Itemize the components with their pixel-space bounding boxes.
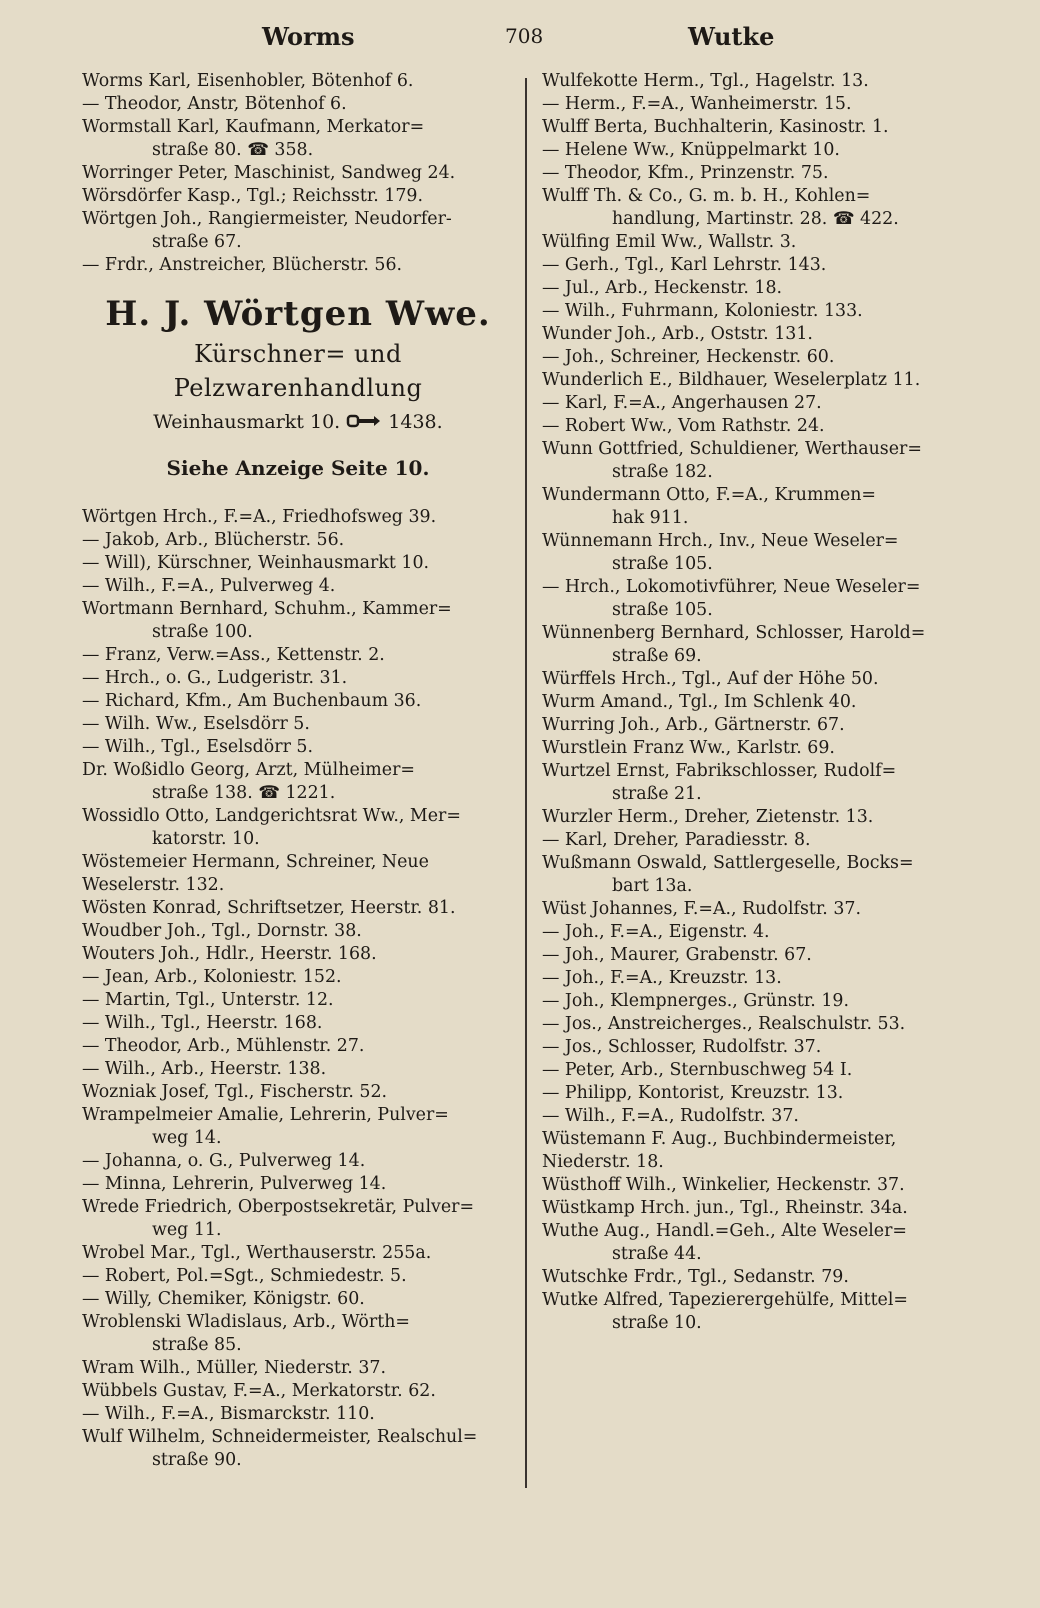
ad-address-line	[82, 405, 514, 440]
directory-line: weg 11.	[152, 1220, 222, 1240]
directory-line: — Jul., Arb., Heckenstr. 18.	[542, 278, 783, 298]
right-entries	[542, 70, 970, 1335]
left-bottom-entries	[82, 506, 514, 1472]
directory-line: Wülfing Emil Ww., Wallstr. 3.	[542, 232, 797, 252]
directory-line: straße 10.	[612, 1313, 702, 1333]
directory-line: — Wilh., F.=A., Rudolfstr. 37.	[542, 1106, 799, 1126]
directory-line: — Jean, Arb., Koloniestr. 152.	[82, 967, 342, 987]
directory-line: Wösten Konrad, Schriftsetzer, Heerstr. 81.	[82, 898, 456, 918]
telephone-icon	[346, 406, 382, 440]
directory-line: Wußmann Oswald, Sattlergeselle, Bocks=	[542, 853, 914, 873]
ad-note: Siehe Anzeige Seite 10.	[166, 456, 430, 480]
directory-line: straße 182.	[612, 462, 713, 482]
directory-line: straße 105.	[612, 600, 713, 620]
directory-line: — Wilh., Arb., Heerstr. 138.	[82, 1059, 327, 1079]
directory-line: Würffels Hrch., Tgl., Auf der Höhe 50.	[542, 669, 879, 689]
directory-line: — Johanna, o. G., Pulverweg 14.	[82, 1151, 366, 1171]
directory-line: — Will), Kürschner, Weinhausmarkt 10.	[82, 553, 430, 573]
directory-line: Wroblenski Wladislaus, Arb., Wörth=	[82, 1312, 410, 1332]
directory-line: Wurtzel Ernst, Fabrikschlosser, Rudolf=	[542, 761, 897, 781]
directory-line: — Wilh., Tgl., Heerstr. 168.	[82, 1013, 323, 1033]
directory-line: — Theodor, Kfm., Prinzenstr. 75.	[542, 163, 829, 183]
directory-line: straße 85.	[152, 1335, 242, 1355]
directory-line: Wüsthoff Wilh., Winkelier, Heckenstr. 37.	[542, 1175, 905, 1195]
header-left-keyword: Worms	[262, 22, 355, 51]
directory-line: straße 90.	[152, 1450, 242, 1470]
directory-line: Wüstkamp Hrch. jun., Tgl., Rheinstr. 34a.	[542, 1198, 908, 1218]
directory-line: — Gerh., Tgl., Karl Lehrstr. 143.	[542, 255, 827, 275]
directory-line: Niederstr. 18.	[542, 1152, 664, 1172]
directory-line: Wunderlich E., Bildhauer, Weselerplatz 11.	[542, 370, 921, 390]
directory-line: — Hrch., Lokomotivführer, Neue Weseler=	[542, 577, 921, 597]
directory-line: — Richard, Kfm., Am Buchenbaum 36.	[82, 691, 422, 711]
directory-line: Wulfekotte Herm., Tgl., Hagelstr. 13.	[542, 71, 869, 91]
right-column	[542, 70, 970, 1335]
directory-line: — Minna, Lehrerin, Pulverweg 14.	[82, 1174, 387, 1194]
directory-line: — Joh., F.=A., Eigenstr. 4.	[542, 922, 770, 942]
directory-line: Wulf Wilhelm, Schneidermeister, Realschul=	[82, 1427, 478, 1447]
directory-line: — Helene Ww., Knüppelmarkt 10.	[542, 140, 840, 160]
directory-line: Wöstemeier Hermann, Schreiner, Neue	[82, 852, 429, 872]
directory-line: Wozniak Josef, Tgl., Fischerstr. 52.	[82, 1082, 388, 1102]
directory-line: Woudber Joh., Tgl., Dornstr. 38.	[82, 921, 362, 941]
directory-line: — Robert Ww., Vom Rathstr. 24.	[542, 416, 825, 436]
directory-line: — Wilh., F.=A., Pulverweg 4.	[82, 576, 336, 596]
left-column	[82, 70, 514, 1472]
directory-line: Wundermann Otto, F.=A., Krummen=	[542, 485, 877, 505]
directory-line: Wrobel Mar., Tgl., Werthauserstr. 255a.	[82, 1243, 432, 1263]
header-right-keyword: Wutke	[688, 22, 775, 51]
directory-line: — Wilh. Ww., Eselsdörr 5.	[82, 714, 310, 734]
directory-line: straße 100.	[152, 622, 253, 642]
directory-line: Wüstemann F. Aug., Buchbindermeister,	[542, 1129, 897, 1149]
directory-line: straße 21.	[612, 784, 702, 804]
directory-line: Wurm Amand., Tgl., Im Schlenk 40.	[542, 692, 857, 712]
directory-line: — Jos., Schlosser, Rudolfstr. 37.	[542, 1037, 822, 1057]
directory-line: Wortmann Bernhard, Schuhm., Kammer=	[82, 599, 452, 619]
directory-line: Wübbels Gustav, F.=A., Merkatorstr. 62.	[82, 1381, 436, 1401]
directory-line: Wutschke Frdr., Tgl., Sedanstr. 79.	[542, 1267, 849, 1287]
directory-line: Wouters Joh., Hdlr., Heerstr. 168.	[82, 944, 377, 964]
directory-line: Wuthe Aug., Handl.=Geh., Alte Weseler=	[542, 1221, 907, 1241]
directory-line: straße 138. ☎ 1221.	[152, 783, 336, 803]
ad-subtitle: Kürschner= und Pelzwarenhandlung	[173, 340, 423, 402]
directory-line: Wurzler Herm., Dreher, Zietenstr. 13.	[542, 807, 874, 827]
directory-line: — Peter, Arb., Sternbuschweg 54 I.	[542, 1060, 853, 1080]
directory-line: Wörsdörfer Kasp., Tgl.; Reichsstr. 179.	[82, 186, 424, 206]
directory-line: Wörtgen Hrch., F.=A., Friedhofsweg 39.	[82, 507, 437, 527]
directory-line: straße 105.	[612, 554, 713, 574]
directory-line: — Willy, Chemiker, Königstr. 60.	[82, 1289, 365, 1309]
directory-line: Wulff Berta, Buchhalterin, Kasinostr. 1.	[542, 117, 889, 137]
directory-line: weg 14.	[152, 1128, 222, 1148]
directory-line: — Philipp, Kontorist, Kreuzstr. 13.	[542, 1083, 844, 1103]
directory-line: — Jos., Anstreicherges., Realschulstr. 53.	[542, 1014, 906, 1034]
directory-line: hak 911.	[612, 508, 689, 528]
directory-line: Wrede Friedrich, Oberpostsekretär, Pulver=	[82, 1197, 475, 1217]
column-divider	[525, 78, 527, 1488]
directory-line: straße 44.	[612, 1244, 702, 1264]
directory-line: Wünnenberg Bernhard, Schlosser, Harold=	[542, 623, 926, 643]
ad-firm-name: H. J. Wörtgen Wwe.	[105, 294, 491, 334]
directory-line: Wutke Alfred, Tapezierergehülfe, Mittel=	[542, 1290, 908, 1310]
directory-line: bart 13a.	[612, 876, 693, 896]
directory-line: — Joh., F.=A., Kreuzstr. 13.	[542, 968, 782, 988]
directory-line: handlung, Martinstr. 28. ☎ 422.	[612, 209, 899, 229]
directory-line: — Robert, Pol.=Sgt., Schmiedestr. 5.	[82, 1266, 407, 1286]
directory-line: Wram Wilh., Müller, Niederstr. 37.	[82, 1358, 386, 1378]
directory-line: Wulff Th. & Co., G. m. b. H., Kohlen=	[542, 186, 871, 206]
directory-line: Dr. Woßidlo Georg, Arzt, Mülheimer=	[82, 760, 415, 780]
page-number: 708	[505, 24, 544, 48]
directory-line: Wurring Joh., Arb., Gärtnerstr. 67.	[542, 715, 845, 735]
directory-line: — Karl, Dreher, Paradiesstr. 8.	[542, 830, 811, 850]
directory-line: straße 80. ☎ 358.	[152, 140, 314, 160]
directory-line: Worringer Peter, Maschinist, Sandweg 24.	[82, 163, 456, 183]
directory-line: Wrampelmeier Amalie, Lehrerin, Pulver=	[82, 1105, 449, 1125]
directory-line: — Martin, Tgl., Unterstr. 12.	[82, 990, 334, 1010]
ad-phone: 1438.	[388, 411, 443, 433]
directory-line: straße 69.	[612, 646, 702, 666]
directory-line: straße 67.	[152, 232, 242, 252]
directory-line: Wunn Gottfried, Schuldiener, Werthauser=	[542, 439, 922, 459]
directory-line: Weselerstr. 132.	[82, 875, 225, 895]
directory-line: — Jakob, Arb., Blücherstr. 56.	[82, 530, 345, 550]
directory-line: — Joh., Klempnerges., Grünstr. 19.	[542, 991, 849, 1011]
directory-line: Wurstlein Franz Ww., Karlstr. 69.	[542, 738, 835, 758]
directory-line: — Theodor, Arb., Mühlenstr. 27.	[82, 1036, 365, 1056]
directory-line: — Wilh., Fuhrmann, Koloniestr. 133.	[542, 301, 863, 321]
left-top-entries	[82, 70, 514, 277]
page-header	[0, 18, 1040, 58]
directory-line: — Wilh., Tgl., Eselsdörr 5.	[82, 737, 314, 757]
directory-line: — Wilh., F.=A., Bismarckstr. 110.	[82, 1404, 375, 1424]
directory-line: — Franz, Verw.=Ass., Kettenstr. 2.	[82, 645, 385, 665]
directory-line: Worms Karl, Eisenhobler, Bötenhof 6.	[82, 71, 414, 91]
advertisement	[82, 291, 514, 488]
directory-line: — Theodor, Anstr, Bötenhof 6.	[82, 94, 347, 114]
directory-line: — Joh., Maurer, Grabenstr. 67.	[542, 945, 812, 965]
directory-line: — Frdr., Anstreicher, Blücherstr. 56.	[82, 255, 403, 275]
directory-line: Wüst Johannes, F.=A., Rudolfstr. 37.	[542, 899, 862, 919]
directory-line: katorstr. 10.	[152, 829, 260, 849]
directory-line: Wossidlo Otto, Landgerichtsrat Ww., Mer=	[82, 806, 461, 826]
directory-line: Wünnemann Hrch., Inv., Neue Weseler=	[542, 531, 899, 551]
directory-line: — Hrch., o. G., Ludgeristr. 31.	[82, 668, 348, 688]
directory-line: — Herm., F.=A., Wanheimerstr. 15.	[542, 94, 852, 114]
directory-line: Wormstall Karl, Kaufmann, Merkator=	[82, 117, 425, 137]
directory-line: — Karl, F.=A., Angerhausen 27.	[542, 393, 822, 413]
directory-line: Wunder Joh., Arb., Oststr. 131.	[542, 324, 813, 344]
ad-address: Weinhausmarkt 10.	[153, 411, 341, 433]
directory-line: — Joh., Schreiner, Heckenstr. 60.	[542, 347, 835, 367]
directory-line: Wörtgen Joh., Rangiermeister, Neudorfer-	[82, 209, 452, 229]
